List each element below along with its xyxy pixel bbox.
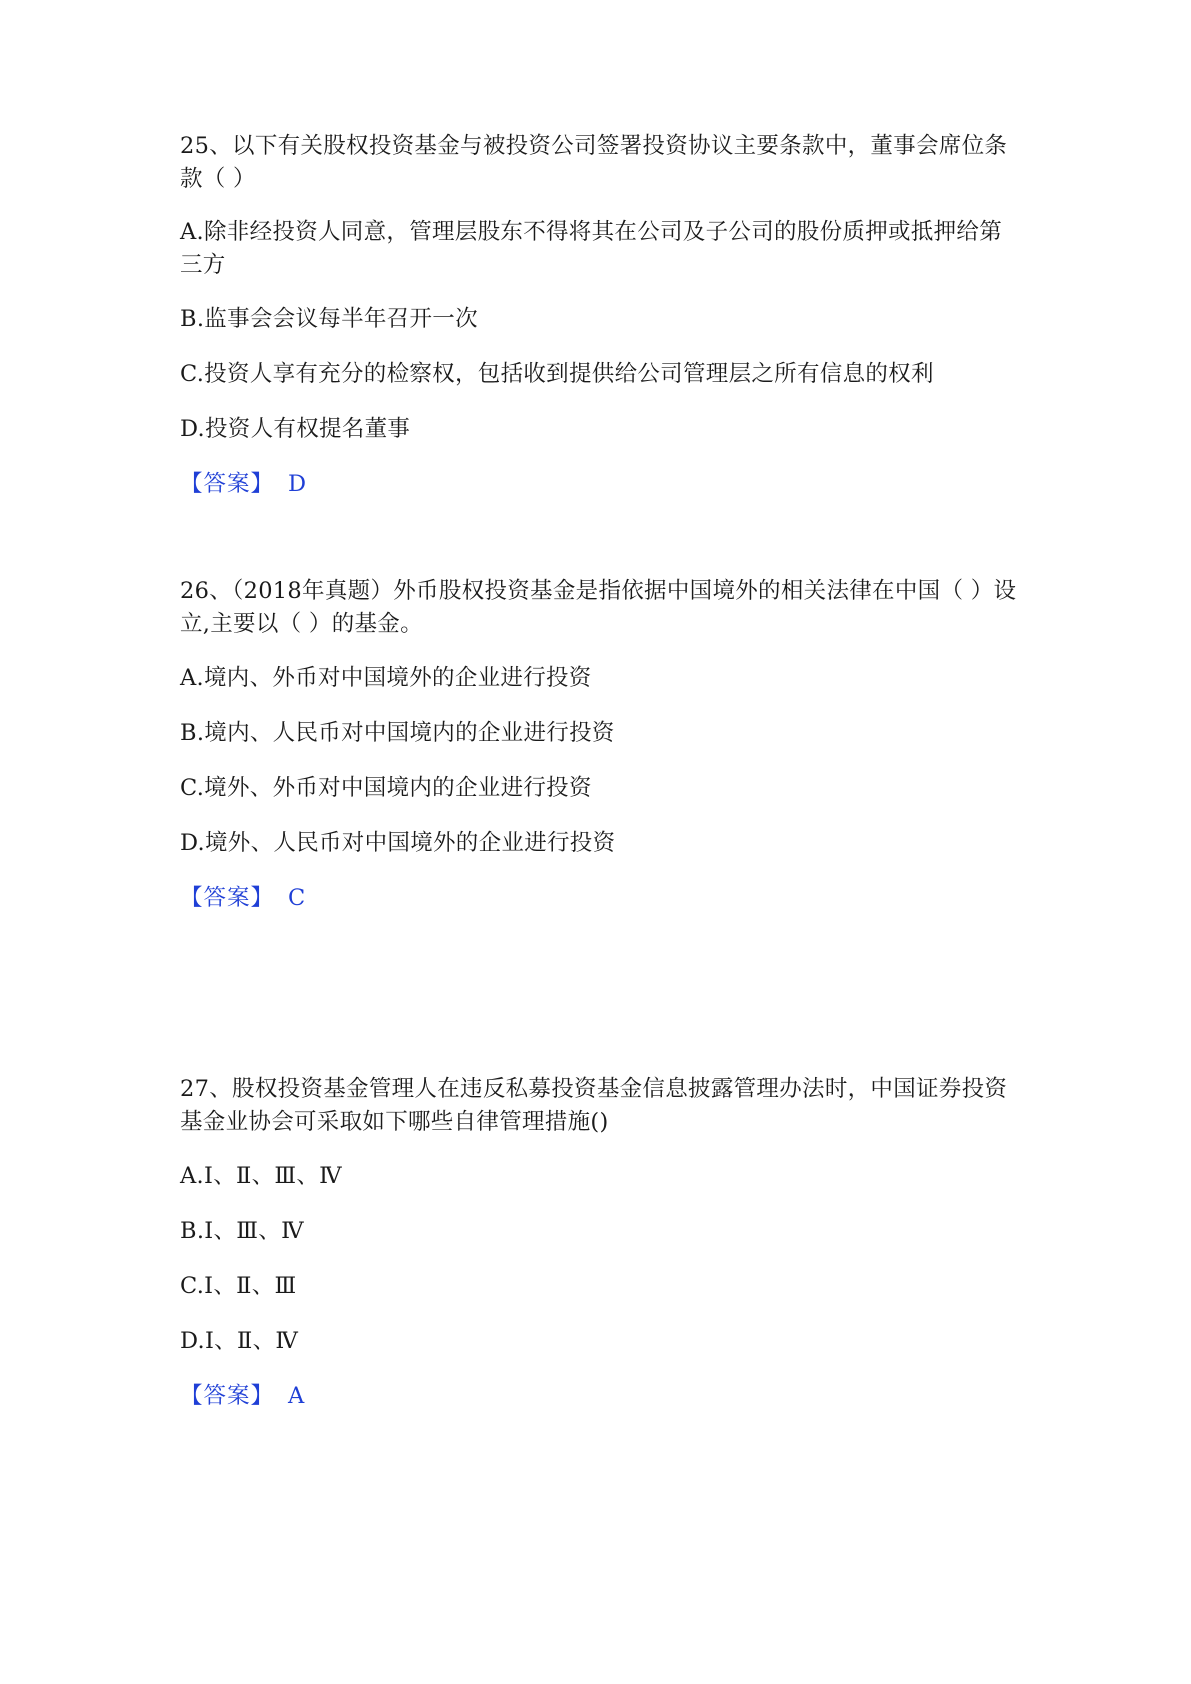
question-stem: 26、（2018年真题）外币股权投资基金是指依据中国境外的相关法律在中国（ ）设立,主要以（ ）的基金。 bbox=[180, 578, 1017, 637]
option-d: D.境外、人民币对中国境外的企业进行投资 bbox=[180, 830, 616, 856]
question-27 bbox=[180, 1073, 1020, 1411]
option-a: A.境内、外币对中国境外的企业进行投资 bbox=[180, 665, 592, 691]
answer-label: 【答案】 bbox=[180, 885, 275, 911]
answer-value: C bbox=[288, 885, 306, 911]
answer-line bbox=[180, 883, 1020, 913]
option-b: B.境内、人民币对中国境内的企业进行投资 bbox=[180, 720, 615, 746]
question-26 bbox=[180, 575, 1020, 913]
option-c: C.投资人享有充分的检察权，包括收到提供给公司管理层之所有信息的权利 bbox=[180, 361, 934, 387]
answer-line bbox=[180, 1381, 1020, 1411]
option-b: B.Ⅰ、Ⅲ、Ⅳ bbox=[180, 1218, 304, 1244]
answer-value: A bbox=[288, 1383, 305, 1409]
option-b: B.监事会会议每半年召开一次 bbox=[180, 306, 478, 332]
option-c: C.境外、外币对中国境内的企业进行投资 bbox=[180, 775, 592, 801]
option-a: A.Ⅰ、Ⅱ、Ⅲ、Ⅳ bbox=[180, 1163, 342, 1189]
answer-line bbox=[180, 469, 1020, 499]
answer-label: 【答案】 bbox=[180, 1383, 275, 1409]
question-25 bbox=[180, 130, 1020, 499]
question-stem: 25、以下有关股权投资基金与被投资公司签署投资协议主要条款中，董事会席位条款（ ） bbox=[180, 133, 1008, 192]
answer-label: 【答案】 bbox=[180, 471, 275, 497]
option-d: D.投资人有权提名董事 bbox=[180, 416, 411, 442]
question-stem: 27、股权投资基金管理人在违反私募投资基金信息披露管理办法时，中国证券投资基金业协会可采取如下哪些自律管理措施() bbox=[180, 1076, 1008, 1135]
answer-value: D bbox=[288, 471, 307, 497]
option-d: D.Ⅰ、Ⅱ、Ⅳ bbox=[180, 1328, 299, 1354]
option-a: A.除非经投资人同意，管理层股东不得将其在公司及子公司的股份质押或抵押给第三方 bbox=[180, 219, 1003, 278]
option-c: C.Ⅰ、Ⅱ、Ⅲ bbox=[180, 1273, 297, 1299]
